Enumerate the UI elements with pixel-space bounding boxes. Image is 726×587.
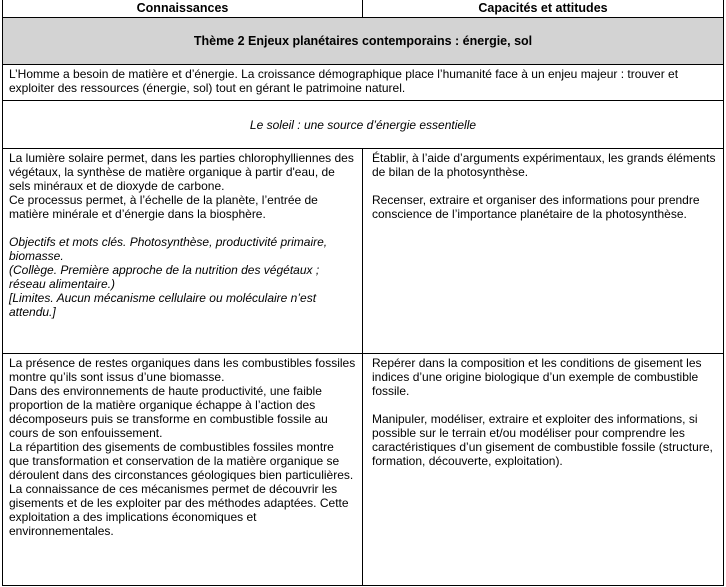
knowledge-paragraph: Ce processus permet, à l’échelle de la planète, l’entrée de matière minérale et d’énergie dans la biosphère. <box>9 193 318 221</box>
table-header <box>3 0 723 17</box>
skills-paragraph: Repérer dans la composition et les conditions de gisement les indices d’une origine biologique d’un exemple de combustible fossile. <box>372 356 702 398</box>
knowledge-paragraph: La connaissance de ces mécanismes permet de découvrir les gisements et de les exploiter par des méthodes adaptées. Cette exploitation a des implications économiques et environnementales. <box>9 482 349 538</box>
program-table <box>2 0 724 586</box>
theme-intro: L’Homme a besoin de matière et d’énergie. La croissance démographique place l’humanité face à un enjeu majeur : trouver et exploiter des ressources (énergie, sol) tout en gérant le patrimoine naturel. <box>3 64 723 100</box>
skills-cell <box>362 149 723 353</box>
knowledge-cell <box>3 149 362 353</box>
knowledge-paragraph: La présence de restes organiques dans les combustibles fossiles montre qu’ils sont issus d’une biomasse. <box>9 356 356 384</box>
theme-title: Thème 2 Enjeux planétaires contemporains : énergie, sol <box>3 17 723 64</box>
subtheme-title: Le soleil : une source d’énergie essentielle <box>3 100 723 148</box>
college-note: (Collège. Première approche de la nutrition des végétaux ; réseau alimentaire.) <box>9 263 320 291</box>
table-row-photosynthesis <box>3 148 723 353</box>
knowledge-paragraph: La répartition des gisements de combustibles fossiles montre que transformation et conservation de la matière organique se déroulent dans des circonstances géologiques bien particulières. <box>9 440 354 482</box>
skills-cell <box>362 354 723 586</box>
limits-note: [Limites. Aucun mécanisme cellulaire ou moléculaire n’est attendu.] <box>9 291 317 319</box>
header-knowledge: Connaissances <box>136 1 229 15</box>
skills-paragraph: Manipuler, modéliser, extraire et exploiter des informations, si possible sur le terrain et/ou modéliser pour comprendre les caractéristiques d’un gisement de combustible fossile (structure, formation, découverte, exploitation). <box>372 412 713 468</box>
header-skills: Capacités et attitudes <box>362 0 723 17</box>
knowledge-paragraph: La lumière solaire permet, dans les parties chlorophylliennes des végétaux, la synthèse de matière organique à partir d'eau, de sels minéraux et de dioxyde de carbone. <box>9 151 354 193</box>
skills-paragraph: Établir, à l’aide d’arguments expérimentaux, les grands éléments de bilan de la photosynthèse. <box>372 151 716 179</box>
knowledge-cell <box>3 354 362 586</box>
skills-paragraph: Recenser, extraire et organiser des informations pour prendre conscience de l’importance planétaire de la photosynthèse. <box>372 193 700 221</box>
objectives-note: Objectifs et mots clés. Photosynthèse, productivité primaire, biomasse. <box>9 235 328 263</box>
table-row-fossil-fuels <box>3 353 723 586</box>
knowledge-paragraph: Dans des environnements de haute productivité, une faible proportion de la matière organique échappe à l’action des décomposeurs puis se transforme en combustible fossile au cours de son enfouissement. <box>9 384 328 440</box>
